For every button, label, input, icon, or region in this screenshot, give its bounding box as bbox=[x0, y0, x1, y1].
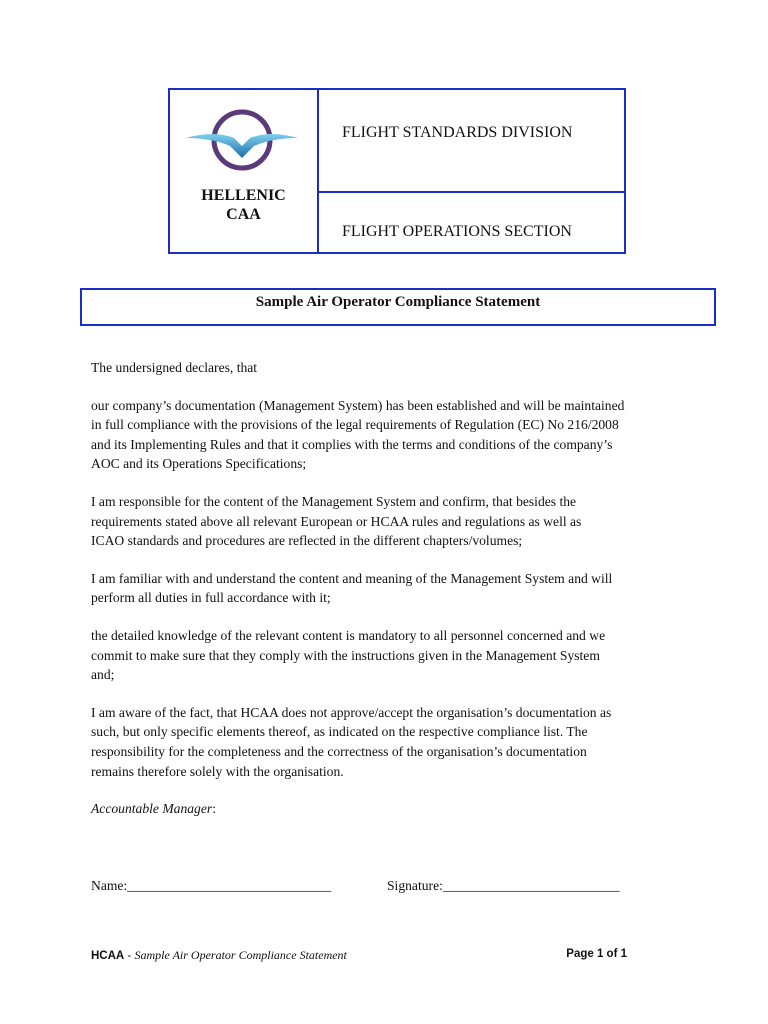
line: responsibility for the completeness and the correctness of the organisation’s documentation bbox=[91, 743, 587, 759]
line: commit to make sure that they comply with the instructions given in the Management System bbox=[91, 647, 600, 663]
accountable-manager-colon: : bbox=[212, 801, 216, 817]
paragraph-2 bbox=[91, 492, 711, 551]
footer-separator: - bbox=[124, 950, 135, 962]
line: perform all duties in full accordance with it; bbox=[91, 590, 331, 606]
line: the detailed knowledge of the relevant content is mandatory to all personnel concerned and we bbox=[91, 627, 606, 643]
signature-field: Signature:__________________________ bbox=[387, 878, 620, 893]
bird-in-circle-logo-icon bbox=[184, 108, 300, 172]
line: I am aware of the fact, that HCAA does not approve/accept the organisation’s documentation as bbox=[91, 704, 612, 720]
line: ICAO standards and procedures are reflected in the different chapters/volumes; bbox=[91, 533, 523, 549]
name-field: Name:______________________________ bbox=[91, 878, 332, 893]
division-name: FLIGHT STANDARDS DIVISION bbox=[342, 124, 573, 141]
paragraph-5 bbox=[91, 703, 711, 781]
paragraph-4 bbox=[91, 626, 711, 685]
line: and its Implementing Rules and that it complies with the terms and conditions of the company’s bbox=[91, 436, 613, 452]
header-horizontal-divider bbox=[319, 191, 624, 193]
line: I am responsible for the content of the Management System and confirm, that besides the bbox=[91, 493, 577, 509]
line: AOC and its Operations Specifications; bbox=[91, 456, 307, 472]
document-title: Sample Air Operator Compliance Statement bbox=[80, 288, 716, 326]
statement-body bbox=[91, 358, 711, 837]
footer-doc-ref bbox=[91, 948, 347, 963]
footer-code: HCAA bbox=[91, 950, 125, 962]
line: remains therefore solely with the organisation. bbox=[91, 763, 344, 779]
line: in full compliance with the provisions of the legal requirements of Regulation (EC) No 216/2008 bbox=[91, 417, 619, 433]
org-logo-panel bbox=[170, 90, 317, 252]
page-number: Page 1 of 1 bbox=[566, 948, 627, 960]
org-name bbox=[170, 186, 317, 224]
header-box bbox=[168, 88, 626, 254]
intro-paragraph: The undersigned declares, that bbox=[91, 360, 258, 375]
line: and; bbox=[91, 667, 115, 683]
accountable-manager-text: Accountable Manager bbox=[91, 801, 213, 817]
line: requirements stated above all relevant European or HCAA rules and regulations as well as bbox=[91, 513, 582, 529]
line: I am familiar with and understand the content and meaning of the Management System and will bbox=[91, 570, 613, 586]
section-name: FLIGHT OPERATIONS SECTION bbox=[342, 223, 572, 240]
footer-doc-title: Sample Air Operator Compliance Statement bbox=[134, 948, 347, 962]
paragraph-3 bbox=[91, 569, 711, 608]
paragraph-1 bbox=[91, 396, 711, 474]
org-name-line1: HELLENIC bbox=[201, 187, 286, 204]
line: our company’s documentation (Management System) has been established and will be maintained bbox=[91, 397, 625, 413]
accountable-manager-label bbox=[91, 799, 711, 819]
org-name-line2: CAA bbox=[226, 206, 261, 223]
line: such, but only specific elements thereof, as indicated on the respective compliance list. The bbox=[91, 724, 588, 740]
